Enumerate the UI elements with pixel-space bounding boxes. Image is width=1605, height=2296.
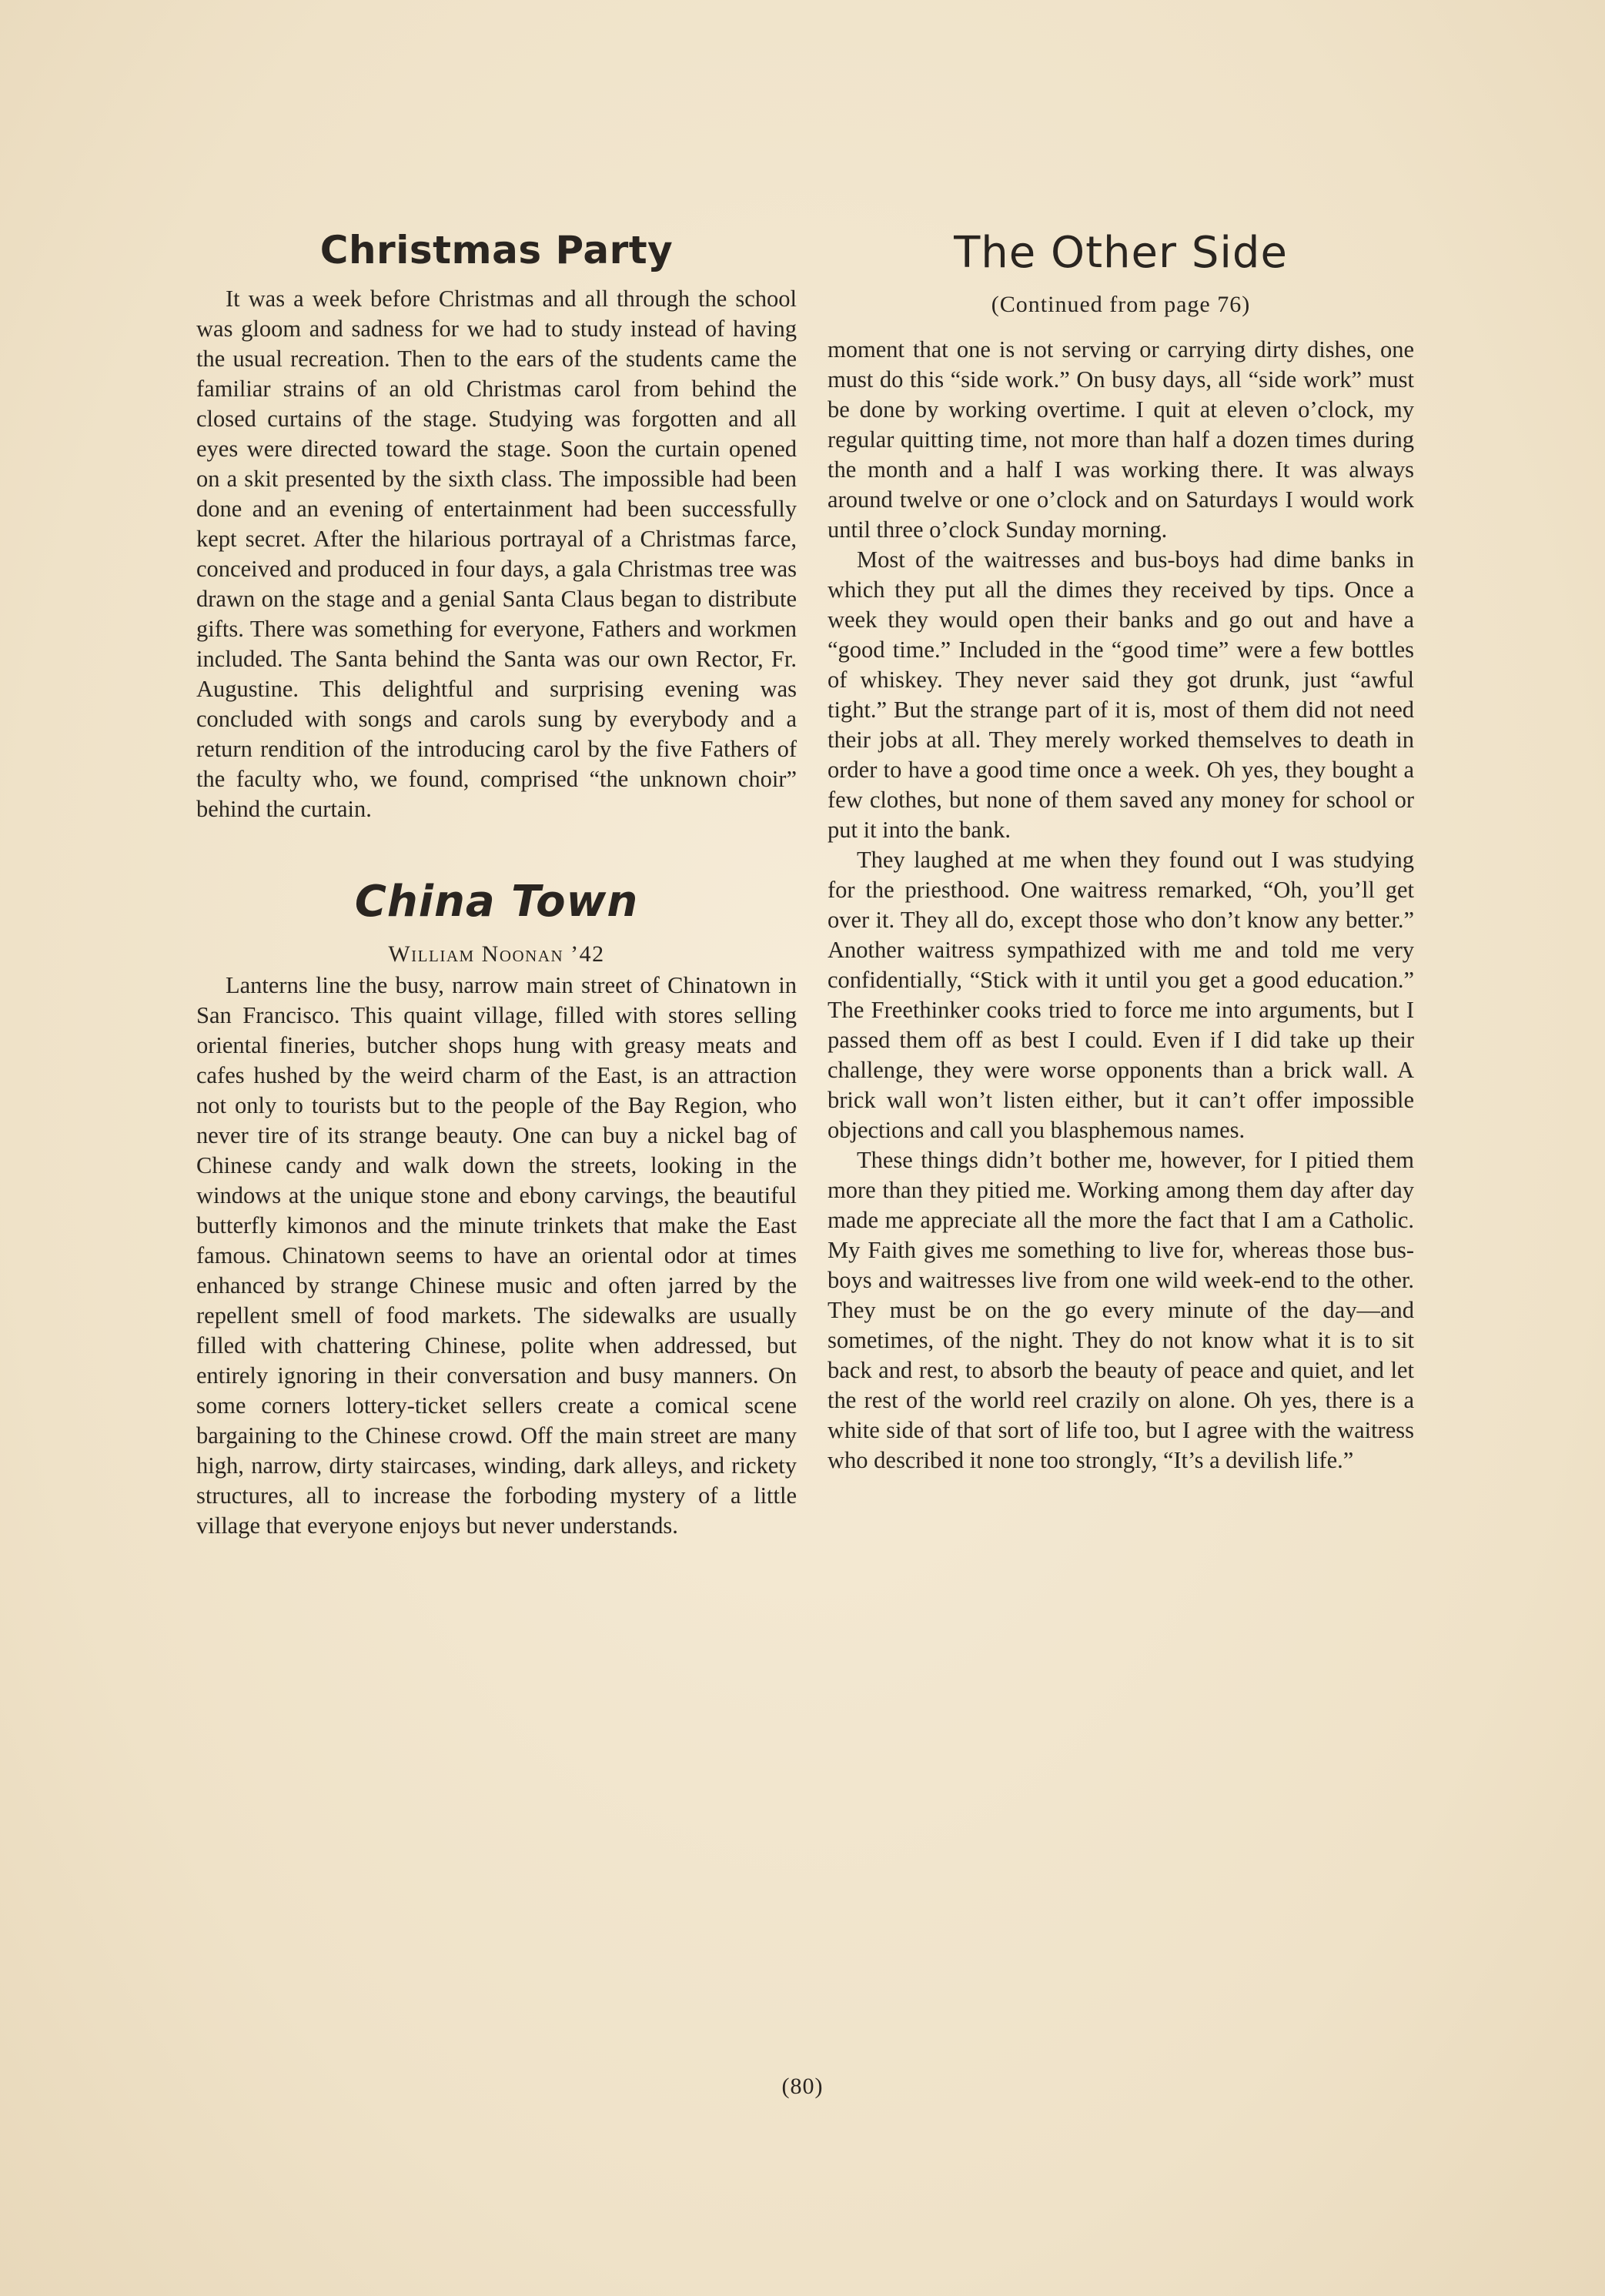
china-town-title: China Town	[354, 877, 639, 927]
china-town-byline: William Noonan ’42	[388, 941, 605, 967]
other-side-paragraph: They laughed at me when they found out I was studying for the priesthood. One waitress remarked, “Oh, you’ll get over it. They all do, except those who don’t know any better.” Another waitress sympathized with me and told me very confidentially, “Stick with it until you get a good education.” The Freethinker cooks tried to force me into arguments, but I passed them off as best I could. Even if I did take up their challenge, they were worse opponents than a brick wall. A brick wall won’t listen either, but it can’t offer impossible objections and call you blasphemous names.	[828, 847, 1414, 1143]
continued-note: (Continued from page 76)	[991, 292, 1251, 317]
other-side-paragraph: Most of the waitresses and bus-boys had dime banks in which they put all the dimes they received by tips. Once a week they would open their banks and go out and have a “good time.” Included in the “good time” were a few bottles of whiskey. They never said they got drunk, just “awful tight.” But the strange part of it is, most of them did not need their jobs at all. They merely worked themselves to death in order to have a good time once a week. Oh yes, they bought a few clothes, but none of them saved any money for school or put it into the bank.	[828, 546, 1414, 843]
christmas-party-paragraph: It was a week before Christmas and all through the school was gloom and sadness for we had to study instead of having the usual recreation. Then to the ears of the students came the familiar strains of an old Christmas carol from behind the closed curtains of the stage. Studying was forgotten and all eyes were directed toward the stage. Soon the curtain opened on a skit presented by the sixth class. The impossible had been done and an evening of entertainment had been successfully kept secret. After the hilarious portrayal of a Christmas farce, conceived and produced in four days, a gala Christmas tree was drawn on the stage and a genial Santa Claus began to distribute gifts. There was something for everyone, Fathers and workmen included. The Santa behind the Santa was our own Rector, Fr. Augustine. This delightful and surprising evening was concluded with songs and carols sung by everybody and a return rendition of the introducing carol by the five Fathers of the faculty who, we found, comprised “the unknown choir” behind the curtain.	[196, 286, 797, 822]
other-side-lead-paragraph: moment that one is not serving or carrying dirty dishes, one must do this “side work.” On busy days, all “side work” must be done by working overtime. I quit at eleven o’clock, my regular quitting time, not more than half a dozen times during the month and a half I was working there. It was always around twelve or one o’clock and on Saturdays I would work until three o’clock Sunday morning.	[828, 336, 1414, 543]
china-town-paragraph: Lanterns line the busy, narrow main street of Chinatown in San Francisco. This quaint village, filled with stores selling oriental fineries, butcher shops hung with greasy meats and cafes hushed by the weird charm of the East, is an attraction not only to tourists but to the people of the Bay Region, who never tire of its strange beauty. One can buy a nickel bag of Chinese candy and walk down the streets, looking in the windows at the unique stone and ebony carvings, the beautiful butterfly kimonos and the minute trinkets that make the East famous. Chinatown seems to have an oriental odor at times enhanced by strange Chinese music and often jarred by the repellent smell of food markets. The sidewalks are usually filled with chattering Chinese, polite when addressed, but entirely ignoring in their conversation and busy manners. On some corners lottery-ticket sellers create a comical scene bargaining to the Chinese crowd. Off the main street are many high, narrow, dirty staircases, winding, dark alleys, and rickety structures, all to increase the forboding mystery of a little village that everyone enjoys but never understands.	[196, 972, 797, 1539]
other-side-paragraph: These things didn’t bother me, however, for I pitied them more than they pitied me. Working among them day after day made me appreciate all the more the fact that I am a Catholic. My Faith gives me something to live for, whereas those bus-boys and waitresses live from one wild week-end to the other. They must be on the go every minute of the day—and sometimes, of the night. They do not know what it is to sit back and rest, to absorb the beauty of peace and quiet, and let the rest of the world reel crazily on alone. Oh yes, there is a white side of that sort of life too, but I agree with the waitress who described it none too strongly, “It’s a devilish life.”	[828, 1147, 1414, 1473]
right-column	[828, 227, 1414, 1476]
page-number: (80)	[781, 2074, 824, 2099]
left-column	[196, 227, 797, 1541]
other-side-title: The Other Side	[954, 228, 1288, 278]
christmas-party-title: Christmas Party	[319, 228, 674, 272]
